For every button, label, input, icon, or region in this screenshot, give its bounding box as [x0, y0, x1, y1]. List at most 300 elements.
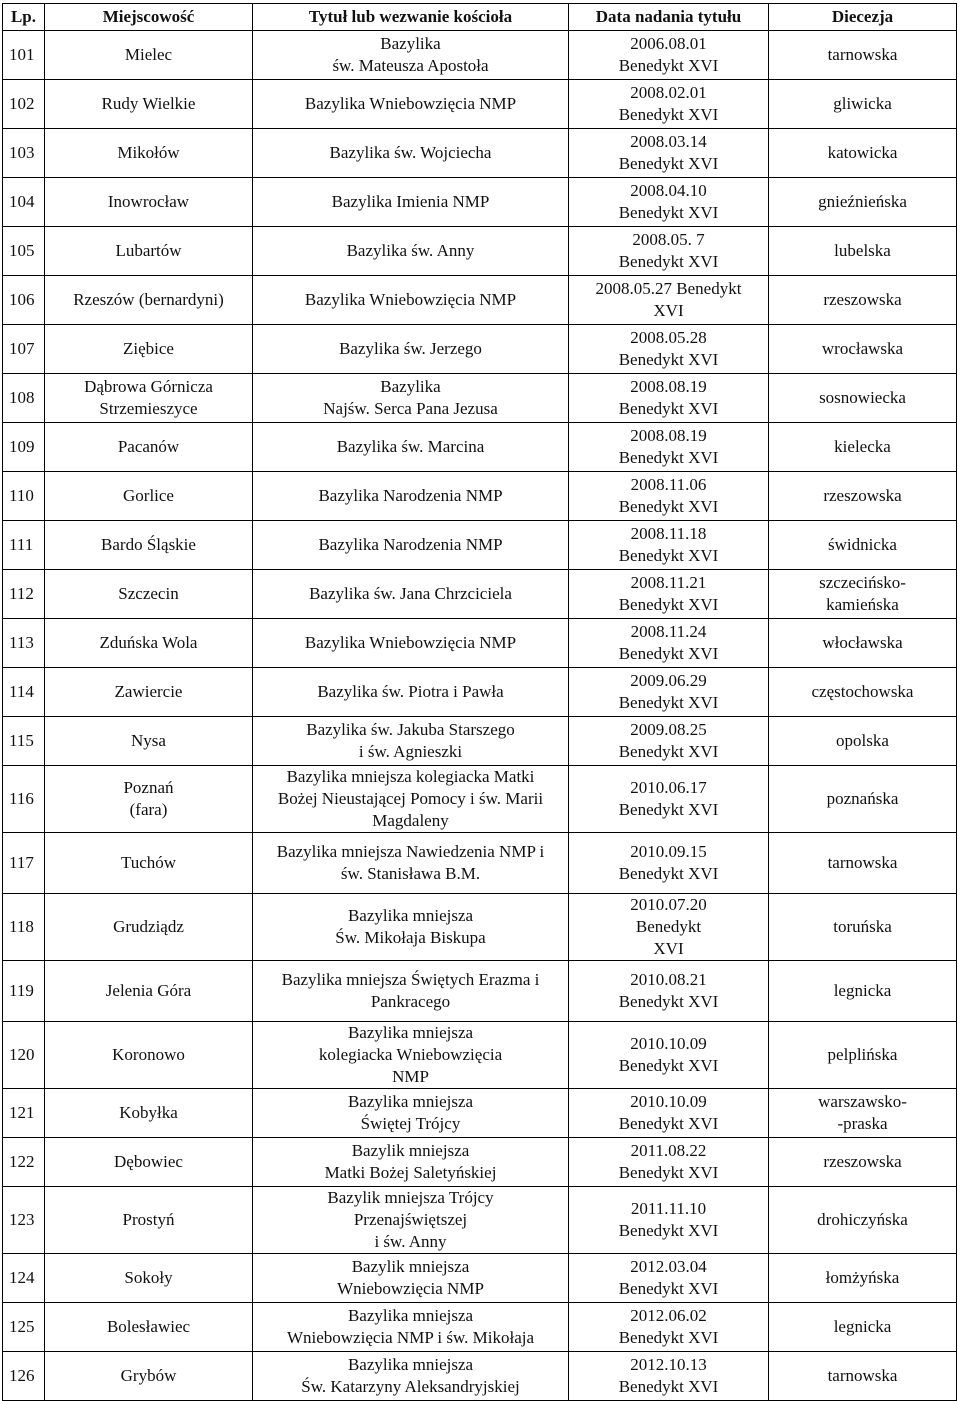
cell-title-line: Bazylika Imienia NMP	[331, 192, 490, 211]
cell-date	[569, 619, 769, 668]
cell-date	[569, 80, 769, 129]
cell-place-line: Bardo Śląskie	[101, 535, 196, 554]
cell-lp: 112	[3, 570, 45, 619]
table-row	[3, 619, 957, 668]
cell-title	[253, 619, 569, 668]
table-row	[3, 423, 957, 472]
cell-diocese-line: pelplińska	[827, 1045, 898, 1064]
cell-title	[253, 472, 569, 521]
cell-title	[253, 894, 569, 961]
cell-place-line: Koronowo	[112, 1045, 185, 1064]
cell-diocese-line: legnicka	[833, 981, 892, 1000]
cell-diocese	[769, 1138, 957, 1187]
cell-date	[569, 325, 769, 374]
cell-date-line: Benedykt XVI	[618, 864, 719, 883]
cell-date-line: 2008.05.27 Benedykt	[595, 279, 742, 298]
cell-date	[569, 227, 769, 276]
table-row	[3, 717, 957, 766]
table-row	[3, 1138, 957, 1187]
cell-title-line: Bazylika Wniebowzięcia NMP	[304, 290, 517, 309]
cell-title	[253, 1089, 569, 1138]
header-title: Tytuł lub wezwanie kościoła	[253, 4, 569, 31]
cell-date-line: Benedykt XVI	[618, 1056, 719, 1075]
cell-diocese	[769, 1303, 957, 1352]
cell-place-line: Grybów	[120, 1366, 177, 1385]
cell-title-line: Bazylika św. Anny	[346, 241, 475, 260]
cell-title	[253, 1138, 569, 1187]
cell-date-line: 2008.05. 7	[632, 230, 705, 249]
cell-title-line: Najśw. Serca Pana Jezusa	[323, 399, 498, 418]
cell-title-line: Bazylika Wniebowzięcia NMP	[304, 633, 517, 652]
cell-title-line: Matki Bożej Saletyńskiej	[324, 1163, 497, 1182]
cell-date-line: 2006.08.01	[630, 34, 707, 53]
cell-diocese	[769, 717, 957, 766]
cell-title	[253, 833, 569, 894]
table-row	[3, 1303, 957, 1352]
cell-date-line: Benedykt XVI	[618, 105, 719, 124]
cell-diocese-line: legnicka	[833, 1317, 892, 1336]
cell-diocese	[769, 961, 957, 1022]
cell-title-line: Świętej Trójcy	[360, 1114, 461, 1133]
cell-lp: 119	[3, 961, 45, 1022]
cell-place	[45, 374, 253, 423]
cell-diocese-line: kielecka	[834, 437, 891, 456]
cell-date-line: Benedykt XVI	[618, 203, 719, 222]
cell-title	[253, 178, 569, 227]
cell-date	[569, 521, 769, 570]
cell-diocese	[769, 521, 957, 570]
cell-date-line: 2009.06.29	[630, 671, 707, 690]
cell-title-line: kolegiacka Wniebowzięcia	[318, 1045, 503, 1064]
cell-title-line: Bazylika Narodzenia NMP	[318, 535, 503, 554]
cell-diocese	[769, 1352, 957, 1401]
cell-lp: 104	[3, 178, 45, 227]
table-row	[3, 325, 957, 374]
cell-diocese-line: rzeszowska	[823, 290, 902, 309]
cell-diocese	[769, 570, 957, 619]
cell-title-line: Bazylika mniejsza	[347, 1306, 474, 1325]
table-row	[3, 80, 957, 129]
cell-place-line: Prostyń	[122, 1210, 175, 1229]
cell-place-line: Tuchów	[120, 853, 177, 872]
cell-diocese-line: świdnicka	[828, 535, 897, 554]
cell-title	[253, 717, 569, 766]
cell-place-line: Strzemieszyce	[99, 399, 198, 418]
cell-title	[253, 1303, 569, 1352]
cell-title	[253, 1187, 569, 1254]
cell-title-line: Bazylika mniejsza	[347, 906, 474, 925]
cell-title-line: Bożej Nieustającej Pomocy i św. Marii	[277, 789, 544, 808]
cell-date	[569, 717, 769, 766]
cell-date	[569, 374, 769, 423]
table-row	[3, 129, 957, 178]
header-date: Data nadania tytułu	[569, 4, 769, 31]
cell-date	[569, 31, 769, 80]
cell-place-line: Mielec	[124, 45, 173, 64]
cell-title	[253, 276, 569, 325]
cell-date-line: Benedykt XVI	[618, 644, 719, 663]
cell-diocese-line: włocławska	[822, 633, 903, 652]
cell-lp: 109	[3, 423, 45, 472]
cell-place	[45, 1352, 253, 1401]
cell-place	[45, 178, 253, 227]
cell-lp: 116	[3, 766, 45, 833]
cell-diocese-line: sosnowiecka	[819, 388, 906, 407]
cell-date-line: Benedykt XVI	[618, 154, 719, 173]
cell-title	[253, 374, 569, 423]
table-row	[3, 1254, 957, 1303]
cell-place-line: Jelenia Góra	[105, 981, 192, 1000]
cell-date	[569, 472, 769, 521]
table-row	[3, 227, 957, 276]
table-row	[3, 374, 957, 423]
cell-title	[253, 423, 569, 472]
cell-place-line: Lubartów	[115, 241, 182, 260]
cell-diocese	[769, 1187, 957, 1254]
cell-place	[45, 80, 253, 129]
cell-date	[569, 570, 769, 619]
table-row	[3, 833, 957, 894]
cell-lp: 113	[3, 619, 45, 668]
basilicas-table	[2, 3, 957, 1401]
cell-title-line: Bazylik mniejsza	[351, 1141, 470, 1160]
cell-diocese-line: rzeszowska	[823, 486, 902, 505]
cell-place-line: Grudziądz	[113, 917, 184, 936]
cell-diocese-line: tarnowska	[827, 45, 898, 64]
cell-place	[45, 1187, 253, 1254]
cell-title-line: Bazylika św. Jerzego	[339, 339, 482, 358]
cell-place	[45, 961, 253, 1022]
cell-date	[569, 423, 769, 472]
cell-date-line: 2008.11.06	[630, 475, 707, 494]
header-place: Miejscowość	[45, 4, 253, 31]
cell-lp: 106	[3, 276, 45, 325]
cell-place-line: Ziębice	[123, 339, 174, 358]
cell-lp: 120	[3, 1022, 45, 1089]
cell-title-line: Bazylika mniejsza	[347, 1355, 474, 1374]
cell-date-line: 2008.11.21	[630, 573, 707, 592]
cell-date-line: 2008.08.19	[630, 426, 707, 445]
table-row	[3, 1022, 957, 1089]
cell-title-line: Wniebowzięcia NMP	[337, 1279, 484, 1298]
cell-diocese	[769, 472, 957, 521]
table-row	[3, 1187, 957, 1254]
cell-lp: 121	[3, 1089, 45, 1138]
cell-date-line: Benedykt XVI	[618, 399, 719, 418]
cell-diocese	[769, 619, 957, 668]
table-row	[3, 178, 957, 227]
cell-title-line: Bazylika św. Marcina	[336, 437, 485, 456]
cell-diocese	[769, 766, 957, 833]
cell-diocese	[769, 1254, 957, 1303]
cell-title	[253, 80, 569, 129]
cell-diocese-line: wrocławska	[821, 339, 904, 358]
cell-title-line: Św. Mikołaja Biskupa	[335, 928, 486, 947]
cell-lp: 110	[3, 472, 45, 521]
cell-date-line: 2009.08.25	[630, 720, 707, 739]
cell-lp: 103	[3, 129, 45, 178]
cell-place-line: Sokoły	[124, 1268, 173, 1287]
table-row	[3, 31, 957, 80]
cell-date-line: 2010.08.21	[630, 970, 707, 989]
cell-lp: 115	[3, 717, 45, 766]
cell-place-line: Kobyłka	[119, 1103, 178, 1122]
cell-title-line: Bazylika Wniebowzięcia NMP	[304, 94, 517, 113]
cell-title-line: Magdaleny	[372, 811, 449, 830]
cell-place	[45, 423, 253, 472]
cell-diocese	[769, 894, 957, 961]
cell-date-line: Benedykt XVI	[618, 350, 719, 369]
cell-diocese	[769, 178, 957, 227]
table-body	[3, 31, 957, 1401]
cell-title-line: Bazylika	[380, 34, 441, 53]
cell-title-line: Bazylika mniejsza	[347, 1092, 474, 1111]
cell-place	[45, 1254, 253, 1303]
cell-date-line: Benedykt XVI	[618, 56, 719, 75]
cell-place-line: (fara)	[129, 800, 168, 819]
cell-title-line: Bazylik mniejsza	[351, 1257, 470, 1276]
cell-place	[45, 619, 253, 668]
cell-diocese-line: opolska	[836, 731, 889, 750]
cell-place	[45, 325, 253, 374]
cell-title-line: Św. Katarzyny Aleksandryjskiej	[301, 1377, 520, 1396]
cell-diocese-line: drohiczyńska	[817, 1210, 908, 1229]
cell-diocese-line: kamieńska	[826, 595, 899, 614]
cell-diocese-line: gnieźnieńska	[818, 192, 907, 211]
cell-title-line: Bazylika mniejsza Nawiedzenia NMP i	[276, 842, 545, 861]
cell-place	[45, 668, 253, 717]
cell-date-line: 2010.09.15	[630, 842, 707, 861]
cell-date-line: Benedykt XVI	[618, 800, 719, 819]
cell-title	[253, 668, 569, 717]
cell-date	[569, 766, 769, 833]
cell-place-line: Rzeszów (bernardyni)	[73, 290, 224, 309]
cell-place	[45, 227, 253, 276]
cell-date	[569, 129, 769, 178]
cell-diocese-line: katowicka	[827, 143, 898, 162]
cell-diocese	[769, 833, 957, 894]
cell-date	[569, 1352, 769, 1401]
cell-diocese	[769, 276, 957, 325]
cell-date-line: Benedykt XVI	[618, 497, 719, 516]
cell-place	[45, 521, 253, 570]
cell-date-line: 2008.05.28	[630, 328, 707, 347]
table-row	[3, 521, 957, 570]
cell-title-line: Bazylika św. Jana Chrzciciela	[309, 584, 512, 603]
cell-place-line: Nysa	[131, 731, 166, 750]
cell-title	[253, 325, 569, 374]
cell-date	[569, 961, 769, 1022]
cell-title-line: Bazylik mniejsza Trójcy	[327, 1188, 494, 1207]
cell-title-line: św. Stanisława B.M.	[340, 864, 481, 883]
table-row	[3, 276, 957, 325]
cell-title-line: i św. Anny	[374, 1232, 447, 1251]
cell-title-line: Bazylika mniejsza kolegiacka Matki	[286, 767, 535, 786]
cell-diocese	[769, 325, 957, 374]
table-row	[3, 1089, 957, 1138]
cell-date-line: 2012.03.04	[630, 1257, 707, 1276]
cell-place	[45, 1022, 253, 1089]
cell-date-line: 2010.10.09	[630, 1034, 707, 1053]
cell-date	[569, 1303, 769, 1352]
cell-date-line: Benedykt XVI	[618, 1279, 719, 1298]
cell-place	[45, 1138, 253, 1187]
cell-date-line: Benedykt XVI	[618, 546, 719, 565]
cell-date	[569, 1089, 769, 1138]
cell-title	[253, 1254, 569, 1303]
cell-diocese-line: tarnowska	[827, 853, 898, 872]
cell-place	[45, 1089, 253, 1138]
cell-date-line: XVI	[653, 939, 684, 958]
cell-place-line: Poznań	[123, 778, 174, 797]
cell-place-line: Gorlice	[123, 486, 174, 505]
cell-place	[45, 766, 253, 833]
cell-diocese-line: gliwicka	[833, 94, 892, 113]
cell-title	[253, 766, 569, 833]
cell-place	[45, 276, 253, 325]
cell-date-line: 2010.10.09	[630, 1092, 707, 1111]
cell-lp: 118	[3, 894, 45, 961]
cell-place	[45, 894, 253, 961]
cell-title-line: Wniebowzięcia NMP i św. Mikołaja	[286, 1328, 535, 1347]
cell-title-line: i św. Agnieszki	[358, 742, 463, 761]
cell-date	[569, 1254, 769, 1303]
cell-title	[253, 227, 569, 276]
cell-date-line: Benedykt XVI	[618, 742, 719, 761]
cell-title-line: Przenajświętszej	[353, 1210, 468, 1229]
cell-diocese	[769, 80, 957, 129]
cell-date	[569, 1187, 769, 1254]
cell-diocese	[769, 668, 957, 717]
cell-title	[253, 129, 569, 178]
cell-date-line: XVI	[653, 301, 684, 320]
cell-date-line: 2008.11.24	[630, 622, 707, 641]
cell-date-line: Benedykt XVI	[618, 595, 719, 614]
header-row	[3, 4, 957, 31]
cell-diocese	[769, 1089, 957, 1138]
cell-title-line: Bazylika św. Piotra i Pawła	[317, 682, 504, 701]
cell-date	[569, 894, 769, 961]
table-row	[3, 668, 957, 717]
cell-date-line: Benedykt	[635, 917, 702, 936]
cell-place-line: Pacanów	[117, 437, 180, 456]
cell-diocese	[769, 1022, 957, 1089]
cell-date-line: Benedykt XVI	[618, 1163, 719, 1182]
cell-place	[45, 1303, 253, 1352]
cell-diocese-line: lubelska	[834, 241, 891, 260]
cell-title-line: Bazylika Narodzenia NMP	[318, 486, 503, 505]
cell-place	[45, 717, 253, 766]
cell-title-line: Bazylika mniejsza	[347, 1023, 474, 1042]
table-row	[3, 1352, 957, 1401]
cell-lp: 122	[3, 1138, 45, 1187]
cell-title	[253, 961, 569, 1022]
cell-date-line: 2010.06.17	[630, 778, 707, 797]
cell-date-line: Benedykt XVI	[618, 252, 719, 271]
cell-place	[45, 31, 253, 80]
cell-title-line: Bazylika św. Wojciecha	[329, 143, 492, 162]
cell-date-line: 2008.08.19	[630, 377, 707, 396]
cell-date-line: 2010.07.20	[630, 895, 707, 914]
cell-lp: 101	[3, 31, 45, 80]
cell-title-line: Bazylika mniejsza Świętych Erazma i	[281, 970, 540, 989]
table-row	[3, 766, 957, 833]
cell-date	[569, 833, 769, 894]
cell-date-line: 2011.11.10	[630, 1199, 707, 1218]
cell-lp: 102	[3, 80, 45, 129]
cell-place-line: Dębowiec	[114, 1152, 183, 1171]
cell-title-line: NMP	[392, 1067, 429, 1086]
table-row	[3, 894, 957, 961]
cell-place-line: Zduńska Wola	[99, 633, 198, 652]
cell-diocese	[769, 31, 957, 80]
cell-lp: 126	[3, 1352, 45, 1401]
cell-place-line: Dąbrowa Górnicza	[84, 377, 213, 396]
cell-diocese-line: częstochowska	[811, 682, 914, 701]
cell-diocese	[769, 374, 957, 423]
cell-title	[253, 1352, 569, 1401]
cell-diocese-line: warszawsko-	[818, 1092, 907, 1111]
cell-lp: 107	[3, 325, 45, 374]
cell-date-line: 2008.11.18	[630, 524, 707, 543]
table-row	[3, 961, 957, 1022]
cell-place-line: Zawiercie	[114, 682, 183, 701]
cell-place-line: Szczecin	[118, 584, 179, 603]
cell-place	[45, 570, 253, 619]
cell-title-line: Bazylika św. Jakuba Starszego	[306, 720, 515, 739]
cell-lp: 117	[3, 833, 45, 894]
cell-place-line: Rudy Wielkie	[101, 94, 196, 113]
cell-date	[569, 178, 769, 227]
cell-lp: 111	[3, 521, 45, 570]
cell-lp: 108	[3, 374, 45, 423]
cell-diocese-line: poznańska	[826, 789, 899, 808]
cell-diocese	[769, 423, 957, 472]
cell-lp: 114	[3, 668, 45, 717]
cell-date-line: Benedykt XVI	[618, 1221, 719, 1240]
cell-date-line: 2011.08.22	[630, 1141, 707, 1160]
cell-date-line: Benedykt XVI	[618, 1377, 719, 1396]
cell-title	[253, 570, 569, 619]
cell-date-line: 2008.02.01	[630, 83, 707, 102]
cell-lp: 125	[3, 1303, 45, 1352]
cell-title-line: Bazylika	[380, 377, 441, 396]
cell-lp: 124	[3, 1254, 45, 1303]
cell-date-line: Benedykt XVI	[618, 1114, 719, 1133]
cell-title-line: Pankracego	[370, 992, 451, 1011]
table-row	[3, 472, 957, 521]
cell-lp: 123	[3, 1187, 45, 1254]
cell-place	[45, 833, 253, 894]
cell-diocese-line: toruńska	[833, 917, 892, 936]
cell-date-line: 2008.03.14	[630, 132, 707, 151]
cell-place-line: Inowrocław	[107, 192, 190, 211]
cell-diocese-line: -praska	[837, 1114, 888, 1133]
cell-title-line: św. Mateusza Apostoła	[332, 56, 489, 75]
cell-diocese	[769, 227, 957, 276]
cell-date-line: Benedykt XVI	[618, 448, 719, 467]
cell-date-line: Benedykt XVI	[618, 693, 719, 712]
table-row	[3, 570, 957, 619]
cell-date	[569, 1022, 769, 1089]
cell-diocese-line: łomżyńska	[825, 1268, 900, 1287]
cell-lp: 105	[3, 227, 45, 276]
cell-diocese-line: tarnowska	[827, 1366, 898, 1385]
cell-place	[45, 472, 253, 521]
cell-title	[253, 31, 569, 80]
cell-date	[569, 1138, 769, 1187]
header-lp: Lp.	[3, 4, 45, 31]
